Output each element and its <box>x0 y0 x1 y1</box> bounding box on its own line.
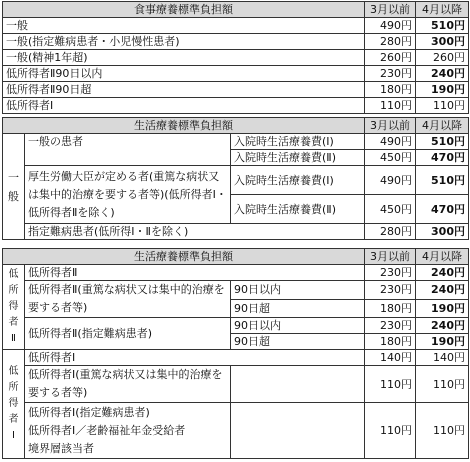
row-label: 低所得者Ⅰ(指定難病患者) 低所得者Ⅰ／老齢福祉年金受給者 境界層該当者 <box>25 403 231 459</box>
col-header-march: 3月以前 <box>365 249 416 265</box>
april-value: 240円 <box>416 318 469 334</box>
march-value: 140円 <box>365 350 416 366</box>
table-row <box>3 98 469 114</box>
march-value: 280円 <box>365 34 416 50</box>
col-header-april: 4月以降 <box>416 249 469 265</box>
table-title: 生活療養標準負担額 <box>3 118 365 134</box>
living-cost-table-low-income <box>2 248 469 459</box>
row-label: 低所得者Ⅰ(重篤な病状又は集中的治療を要する者等) <box>25 366 231 403</box>
april-value: 260円 <box>416 50 469 66</box>
table-row <box>3 403 469 459</box>
meal-cost-table <box>2 1 469 114</box>
row-label: 低所得者Ⅰ <box>3 98 365 114</box>
row-label: 低所得者Ⅱ <box>25 265 365 281</box>
row-label: 指定難病患者(低所得Ⅰ・Ⅱを除く) <box>25 224 365 240</box>
row-label: 一般 <box>3 18 365 34</box>
table-title: 生活療養標準負担額 <box>3 249 365 265</box>
sub-label: 入院時生活療養費(Ⅱ) <box>231 195 365 224</box>
april-value: 240円 <box>416 265 469 281</box>
row-label: 低所得者Ⅰ <box>25 350 365 366</box>
april-value: 240円 <box>416 66 469 82</box>
group-label-general: 一般 <box>3 134 25 240</box>
row-label: 低所得者Ⅱ90日以内 <box>3 66 365 82</box>
april-value: 110円 <box>416 366 469 403</box>
april-value: 470円 <box>416 195 469 224</box>
april-value: 110円 <box>416 403 469 459</box>
march-value: 230円 <box>365 265 416 281</box>
sub-label: 入院時生活療養費(Ⅰ) <box>231 134 365 150</box>
table-row <box>3 18 469 34</box>
march-value: 230円 <box>365 281 416 300</box>
col-header-april: 4月以降 <box>416 2 469 18</box>
row-label: 一般の患者 <box>25 134 231 166</box>
april-value: 510円 <box>416 134 469 150</box>
sub-label: 入院時生活療養費(Ⅱ) <box>231 150 365 166</box>
march-value: 180円 <box>365 82 416 98</box>
march-value: 450円 <box>365 195 416 224</box>
table-title: 食事療養標準負担額 <box>3 2 365 18</box>
row-label: 一般(精神1年超) <box>3 50 365 66</box>
table-row <box>3 82 469 98</box>
march-value: 110円 <box>365 366 416 403</box>
empty-sub <box>231 366 365 403</box>
march-value: 490円 <box>365 134 416 150</box>
empty-sub <box>231 403 365 459</box>
april-value: 470円 <box>416 150 469 166</box>
col-header-march: 3月以前 <box>365 2 416 18</box>
table-row <box>3 166 469 195</box>
march-value: 180円 <box>365 334 416 350</box>
march-value: 230円 <box>365 318 416 334</box>
table-row <box>3 224 469 240</box>
row-label: 一般(指定難病患者・小児慢性患者) <box>3 34 365 50</box>
march-value: 180円 <box>365 299 416 318</box>
april-value: 140円 <box>416 350 469 366</box>
sub-label: 90日超 <box>231 334 365 350</box>
sub-label: 90日超 <box>231 299 365 318</box>
march-value: 110円 <box>365 98 416 114</box>
april-value: 300円 <box>416 34 469 50</box>
sub-label: 入院時生活療養費(Ⅰ) <box>231 166 365 195</box>
march-value: 490円 <box>365 18 416 34</box>
april-value: 110円 <box>416 98 469 114</box>
march-value: 280円 <box>365 224 416 240</box>
april-value: 510円 <box>416 18 469 34</box>
table-row <box>3 66 469 82</box>
sub-label: 90日以内 <box>231 318 365 334</box>
table-row <box>3 50 469 66</box>
group-label-low-income-1: 低所得者Ⅰ <box>3 350 25 459</box>
sub-label: 90日以内 <box>231 281 365 300</box>
march-value: 260円 <box>365 50 416 66</box>
col-header-march: 3月以前 <box>365 118 416 134</box>
table-row <box>3 134 469 150</box>
april-value: 190円 <box>416 299 469 318</box>
table-row <box>3 34 469 50</box>
april-value: 510円 <box>416 166 469 195</box>
table-row <box>3 265 469 281</box>
april-value: 300円 <box>416 224 469 240</box>
row-label: 低所得者Ⅱ90日超 <box>3 82 365 98</box>
row-label: 低所得者Ⅱ(指定難病患者) <box>25 318 231 350</box>
table-row <box>3 318 469 334</box>
row-label: 厚生労働大臣が定める者(重篤な病状又は集中的治療を要する者等)(低所得者Ⅰ・低所得者Ⅱを除く) <box>25 166 231 224</box>
row-label: 低所得者Ⅱ(重篤な病状又は集中的治療を要する者等) <box>25 281 231 318</box>
april-value: 190円 <box>416 82 469 98</box>
living-cost-table-general <box>2 117 469 240</box>
march-value: 110円 <box>365 403 416 459</box>
table-row <box>3 366 469 403</box>
group-label-low-income-2: 低所得者Ⅱ <box>3 265 25 350</box>
april-value: 190円 <box>416 334 469 350</box>
march-value: 230円 <box>365 66 416 82</box>
table-row <box>3 350 469 366</box>
table-row <box>3 281 469 300</box>
col-header-april: 4月以降 <box>416 118 469 134</box>
march-value: 450円 <box>365 150 416 166</box>
march-value: 490円 <box>365 166 416 195</box>
april-value: 240円 <box>416 281 469 300</box>
